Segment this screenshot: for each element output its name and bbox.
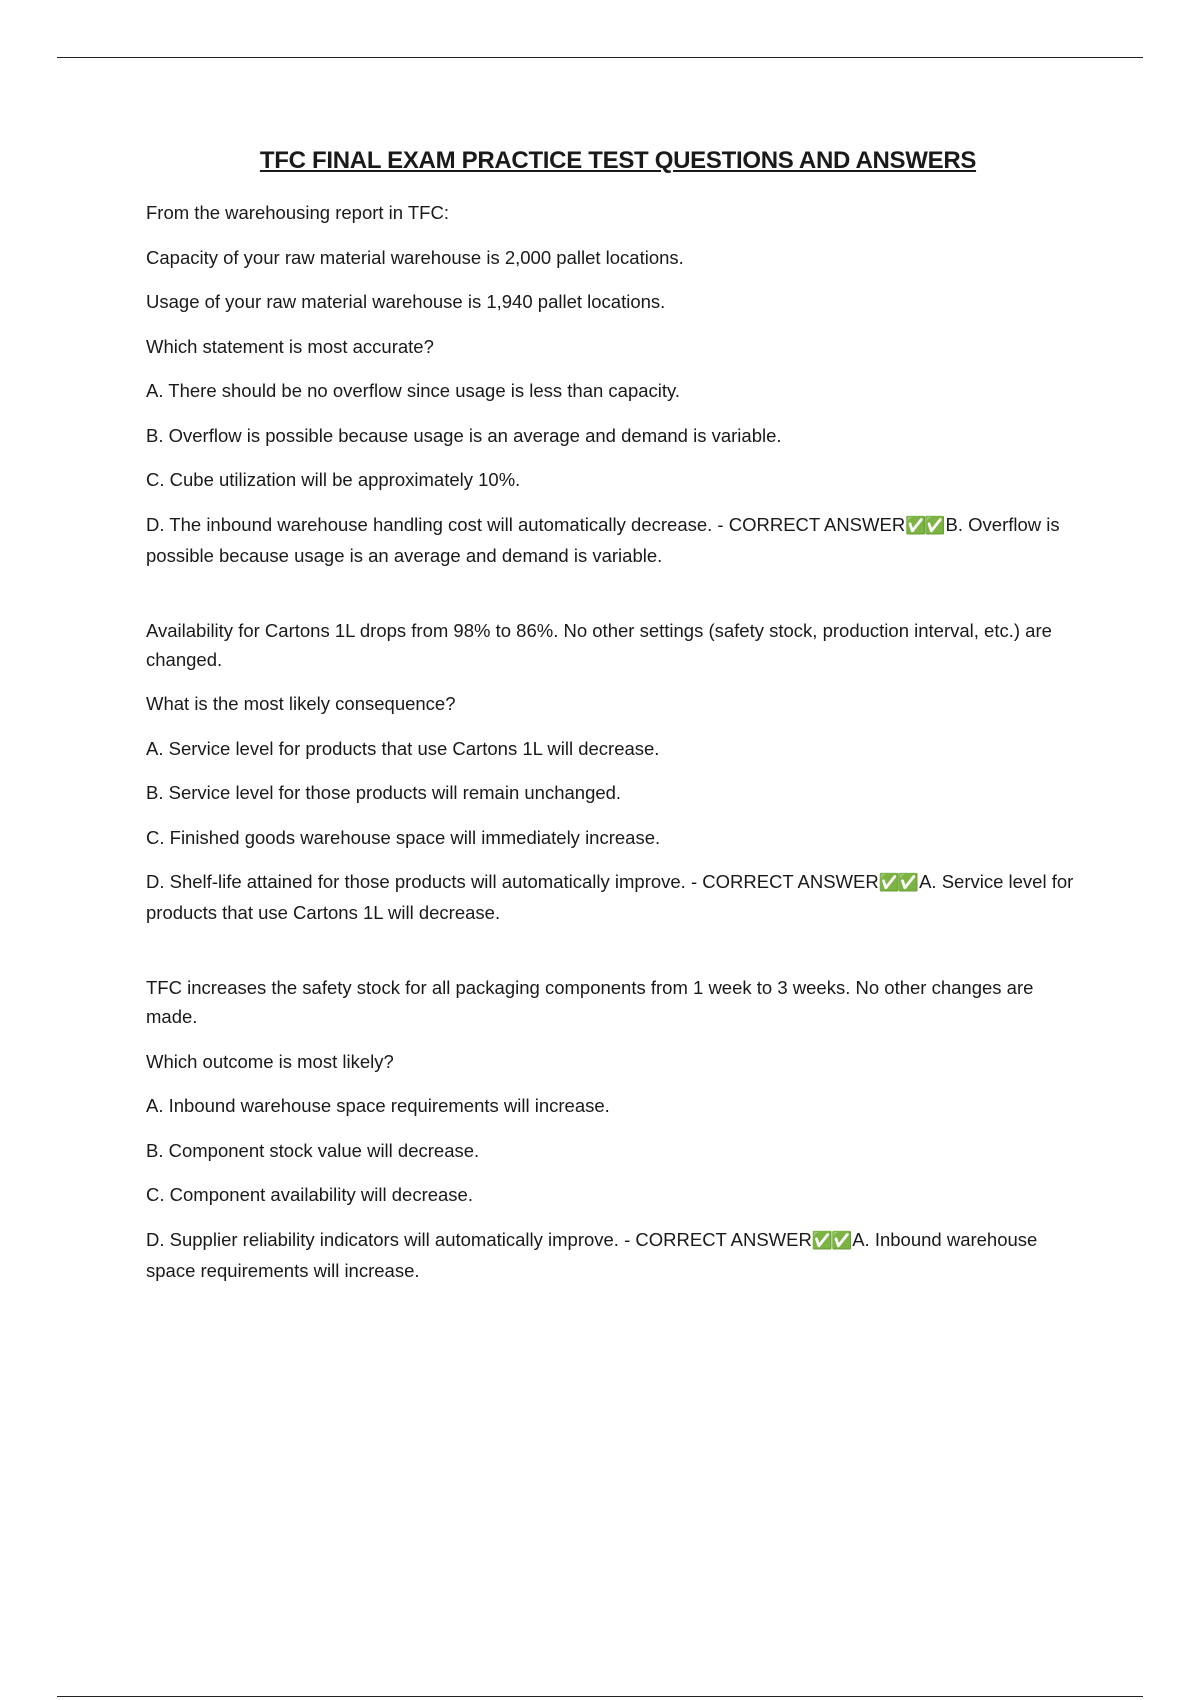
answer-option-with-correct-answer <box>146 867 1086 927</box>
question-prompt: What is the most likely consequence? <box>146 693 456 714</box>
answer-option: A. There should be no overflow since usage is less than capacity. <box>146 380 681 401</box>
answer-option: A. Inbound warehouse space requirements will increase. <box>146 1095 610 1116</box>
footer-rule <box>57 1696 1143 1697</box>
answer-option: D. Supplier reliability indicators will automatically improve. - CORRECT ANSWER <box>146 1228 812 1250</box>
check-mark-icon: ✅✅ <box>905 515 944 536</box>
page-title: TFC FINAL EXAM PRACTICE TEST QUESTIONS AND ANSWERS <box>259 147 977 174</box>
check-mark-icon: ✅✅ <box>878 873 918 893</box>
question-stem-line: Availability for Cartons 1L drops from 98% to 86%. No other settings (safety stock, production interval, etc.) are changed. <box>146 619 1052 670</box>
answer-option-with-correct-answer <box>146 1225 1086 1285</box>
document-body <box>146 198 1086 1300</box>
question-block-3 <box>146 973 1086 1285</box>
question-block-2 <box>146 616 1086 928</box>
question-stem-line: Capacity of your raw material warehouse is 2,000 pallet locations. <box>146 246 684 268</box>
answer-option: C. Finished goods warehouse space will immediately increase. <box>146 826 661 848</box>
answer-option-with-correct-answer <box>146 510 1086 570</box>
question-prompt: Which statement is most accurate? <box>146 335 434 357</box>
answer-option: B. Service level for those products will remain unchanged. <box>146 782 622 803</box>
answer-option: B. Component stock value will decrease. <box>146 1139 480 1161</box>
question-stem-line: TFC increases the safety stock for all packaging components from 1 week to 3 weeks. No other changes are made. <box>146 977 1034 1027</box>
question-block-1 <box>146 198 1086 570</box>
answer-option: D. Shelf-life attained for those products will automatically improve. - CORRECT ANSWER <box>146 871 879 892</box>
question-prompt: Which outcome is most likely? <box>146 1050 394 1072</box>
correct-answer: A. Inbound warehouse space requirements will increase. <box>146 1228 1038 1281</box>
check-mark-icon: ✅✅ <box>811 1230 851 1251</box>
answer-option: A. Service level for products that use Cartons 1L will decrease. <box>146 737 660 759</box>
question-stem-line: Usage of your raw material warehouse is 1,940 pallet locations. <box>146 291 666 312</box>
answer-option: C. Cube utilization will be approximately 10%. <box>146 469 521 490</box>
correct-answer: B. Overflow is possible because usage is an average and demand is variable. <box>146 513 1060 566</box>
question-stem-line: From the warehousing report in TFC: <box>146 202 449 223</box>
answer-option: C. Component availability will decrease. <box>146 1184 473 1205</box>
header-rule <box>57 57 1143 58</box>
answer-option: B. Overflow is possible because usage is an average and demand is variable. <box>146 424 782 446</box>
answer-option: D. The inbound warehouse handling cost will automatically decrease. - CORRECT ANSWER <box>146 513 906 535</box>
correct-answer: A. Service level for products that use Cartons 1L will decrease. <box>146 871 1074 923</box>
